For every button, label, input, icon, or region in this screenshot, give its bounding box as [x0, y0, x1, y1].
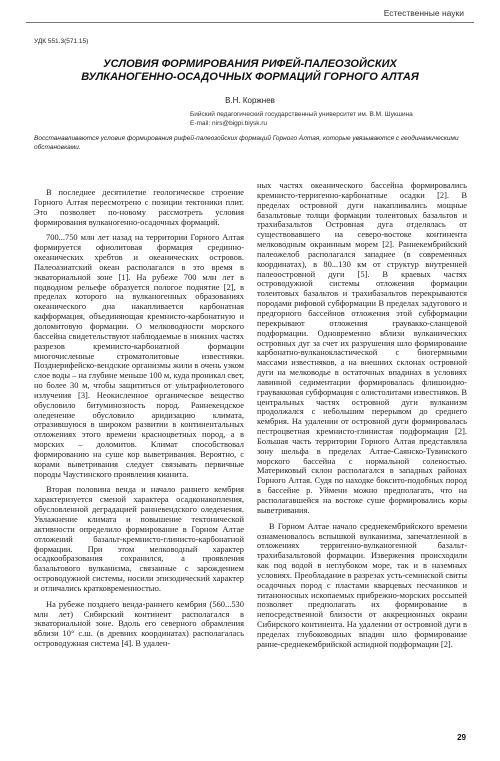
- affiliation-institution: Бийский педагогический государственный университет им. В.М. Шукшина: [190, 111, 413, 118]
- running-header: [0, 0, 500, 30]
- left-column: [34, 188, 244, 649]
- paragraph: В Горном Алтае начало среднекембрийского времени ознаменовалось вспышкой вулканизма, запечатленной в отложениях терригенно-вулканогенной базальт-трахибазальтовой формации. Извержения происходили как под водой в неглубоком море, так и в наземных условиях. Преобладание в разрезах усть-семинской свиты осадочных пород с пластами кварцевых песчаников и титаноносных ископаемых прибрежно-морских россыпей позволяет предполагать их формирование в непосредственной близости от аккреционных окраин Сибирского континента. На удалении от островной дуги в пределах глубоководных впадин шло формирование ранне-среднекембрийской аспидной подформации [2].: [257, 520, 467, 649]
- right-column: [257, 181, 467, 650]
- affiliation: [190, 110, 470, 128]
- paragraph: 700...750 млн лет назад на территории Горного Алтая формируется офиолитовая формация срединно-океанических хребтов и океанических островов. Палеоазиатский океан располагался в это время в экваториальной зоне [1]. На рубеже 700 млн лет в подводном рельефе образуется пологое поднятие [2], в пределах которого на вулканогенных образованиях океанического дна накапливается карбонатная кафформация, объединяющая кремнисто-карбонатную и доломитовую формации. О мелководности морского бассейна свидетельствуют наблюдаемые в нижних частях разрезов кремнисто-карбонатной формации многочисленные строматолитовые известняки. Позднерифейско-вендские организмы жили в очень узком слое воды – на глубине меньше 100 м, куда проникал свет, но более 30 м, чтобы защититься от ультрафиолетового излучения [3]. Неокисленное органическое вещество обусловило битуминозность пород. Раннекендское оледенение обусловило аридизацию климата, отразившуюся в широком развитии в континентальных отложениях этого времени красноцветных пород, а в морских – доломитов. Климат способствовал формированию на суше кор выветривания. Вероятно, с корами выветривания следует связывать первичные породы Чаустинского проявления кианита.: [34, 232, 244, 479]
- paragraph: На рубеже позднего венда-раннего кембрия (560...530 млн лет) Сибирский континент располагался в экваториальной зоне. Вдоль его северного обрамления вблизи 10° с.ш. (в древних координатах) располагалась островодужная система [4]. В удален-: [34, 598, 244, 649]
- udk-code: УДК 551.3(571.15): [34, 38, 89, 45]
- author-name: В.Н. Коржнев: [225, 96, 275, 105]
- paragraph: Вторая половина венда и начало раннего кембрия характеризуется сменой характера осадконакопления, обусловленной деградацией ранневендского оледенения. Увлажнение климата и повышение тектонической активности определило формирование в Горном Алтае отложений базальт-кремнисто-глинисто-карбонатной формации. При этом мелководный характер осадкообразования сохранился, а проявления базальтового вулканизма, связанные с зарождением островодужной системы, носили эпизодический характер и отличались кратковременностью.: [34, 484, 244, 593]
- paragraph: ных частях океанического бассейна формировались кремнисто-терригенно-карбонатные осадки [2]. В пределах островной дуги накапливались мощные базальтовые толщи формации толеитовых базальтов и трахибазальтов Островная дуга отделялась от существовавшего на северо-востоке континента мелководным окраинным морем [2]. Раннекембрийский палеожелоб располагался западнее (в современных координатах), в 80...130 км от структур внутренней палеоостровной дуги [5]. В краевых частях островодужной системы отложения формации толеитовых базальтов и трахибазальтов перекрываются породами рифовой субформации В пределах задугового и предгорного бассейнов отложения этой субформации перекрывают отложения граувакко-сланцевой подформации. Одновременно вблизи вулканических островных дуг за счет их разрушения шло формирование карбонатно-вулканокластической с биогермными массами известняков, а на внешних склонах островной дуги на мелководье в остаточных впадинах в условиях лавинной седиментации формировалась флишоидно-граувакковая субформация с олистолитами известняков. В центральных частях островной дуги вулканизм продолжался с небольшим перерывом до среднего кембрия. На удалении от островной дуги формировалась пестроцветная кремнисто-глинистая подформация [2]. Большая часть территории Горного Алтая представляла зону шельфа в пределах Алтае-Саянско-Тувинского морского бассейна с нормальной соленостью. Материковый склон располагался в западных районах Горного Алтая. Судя по находке боксито-подобных пород в бассейне р. Уймени можно предполагать, что на располагавшейся на востоке суше формировались коры выветривания.: [257, 180, 467, 515]
- abstract: Восстанавливаются условия формирования рифей-палеозойских формаций Горного Алтая, которые увязываются с геодинамическими обстановками.: [34, 135, 459, 151]
- page-number: 29: [457, 733, 466, 742]
- section-label: Естественные науки: [383, 8, 464, 18]
- article-title: УСЛОВИЯ ФОРМИРОВАНИЯ РИФЕЙ-ПАЛЕОЗОЙСКИХ ВУЛКАНОГЕННО-ОСАДОЧНЫХ ФОРМАЦИЙ ГОРНОГО АЛТАЯ: [81, 58, 419, 83]
- paragraph: В последнее десятилетие геологическое строение Горного Алтая пересмотрено с позиции тектоники плит. Это позволяет по-новому рассмотреть условия формирования вулканогенно-осадочных формаций.: [34, 187, 244, 227]
- header-rule: [26, 22, 474, 23]
- affiliation-email: E-mail: nirs@bigpi.biysk.ru: [190, 120, 268, 127]
